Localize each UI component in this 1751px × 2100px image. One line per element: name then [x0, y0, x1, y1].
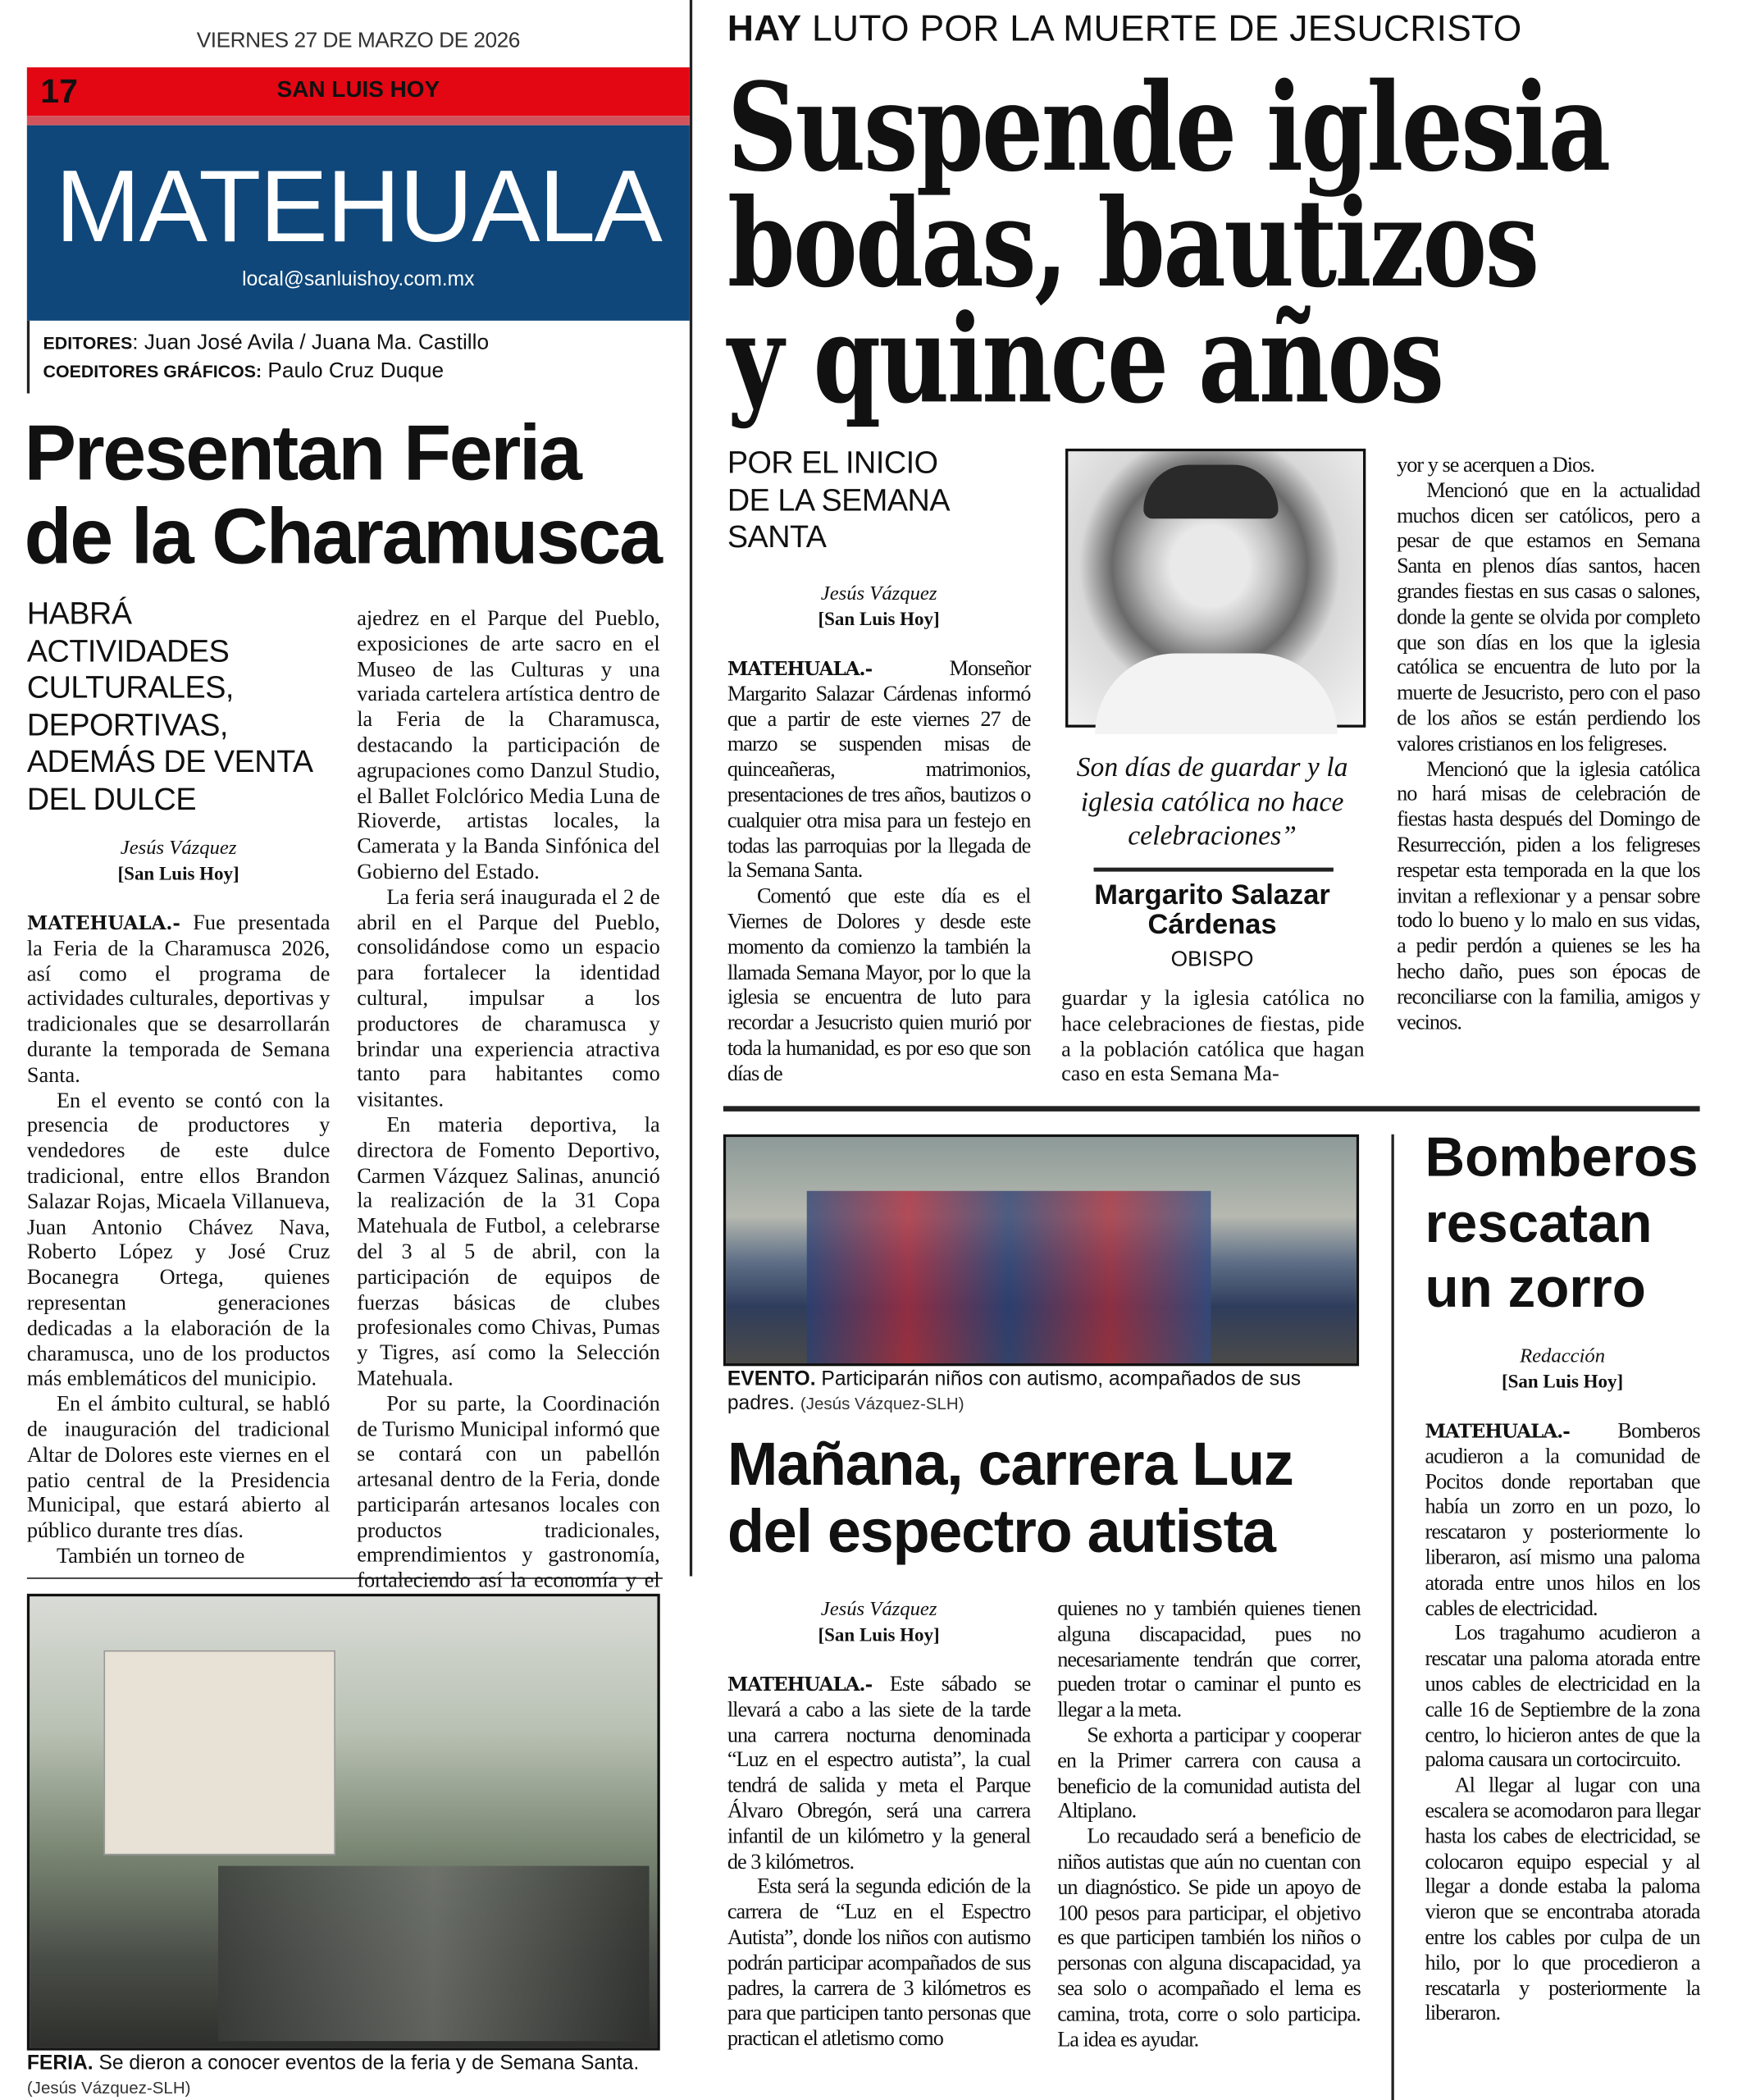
- feria-col-2: [357, 607, 660, 1593]
- deck-line: ACTIVIDADES: [26, 632, 230, 668]
- bishop-photo: [1065, 449, 1366, 728]
- headline-line: Suspende iglesia: [727, 56, 1609, 200]
- photo-audience: [218, 1866, 650, 2041]
- main-deck: [727, 445, 950, 555]
- pull-quote: Son días de guardar y la iglesia católica no hace celebraciones”: [1076, 753, 1348, 851]
- dateline: MATEHUALA.-: [1425, 1421, 1570, 1443]
- caption-text: Se dieron a conocer eventos de la feria y de Semana Santa.: [98, 2052, 640, 2075]
- outlet: [San Luis Hoy]: [818, 1626, 940, 1646]
- deck-line: ADEMÁS DE VENTA: [26, 743, 313, 779]
- author: Jesús Vázquez: [820, 583, 937, 605]
- deck-line: SANTA: [727, 518, 827, 554]
- headline-line: Presentan Feria: [24, 409, 581, 498]
- quote-name: Margarito Salazar Cárdenas: [1094, 879, 1330, 941]
- deck-line: DEPORTIVAS,: [26, 706, 228, 742]
- deck-line: DEL DULCE: [26, 780, 197, 816]
- feria-photo: [27, 1594, 660, 2051]
- paragraph: Al llegar al lugar con una escalera se acomodaron para llegar hasta los cabes de electricidad, se colocaron equipo especial y al llegar a donde estaba la paloma vieron que se encontraba atorada entre los cables por culpa de un hilo, por lo que procedieron a rescatarla y posteriormente la liberaron.: [1425, 1774, 1700, 2025]
- carrera-col-1: [727, 1673, 1031, 2100]
- photo-shoulders: [1095, 654, 1338, 735]
- quote-rule: [1094, 868, 1334, 872]
- editors-line: EDITORES: Juan José Avila / Juana Ma. Castillo: [43, 331, 490, 354]
- coeditors-line: [43, 359, 445, 384]
- paragraph: Mencionó que la iglesia católica no hará misas de celebración de fiestas hasta después del Domingo de Resurrección, piden a los feligreses respetar esta temporada en la que los invitan a reflexionar y a pensar sobre todo lo bueno y lo malo en sus vidas, a pedir perdón a quienes se les ha hecho daño, pues son épocas de reconciliarse con la familia, amigos y vecinos.: [1397, 757, 1700, 1034]
- paragraph: Bomberos acudieron a la comunidad de Pocitos donde reportaban que había un zorro en un pozo, lo rescataron y posteriormente lo liberaron, así mismo una paloma atorada entre unos hilos en los cables de electricidad.: [1425, 1419, 1700, 1620]
- caption-text: Participarán niños con autismo, acompañados de sus padres.: [727, 1367, 1302, 1415]
- carrera-byline: [727, 1598, 1031, 1649]
- kicker-text: LUTO POR LA MUERTE DE JESUCRISTO: [812, 7, 1522, 49]
- dateline: MATEHUALA.-: [727, 659, 873, 681]
- section-email[interactable]: local@sanluishoy.com.mx: [242, 267, 475, 291]
- headline-line: del espectro autista: [727, 1496, 1275, 1566]
- event-photo: [723, 1134, 1359, 1366]
- feria-deck: [27, 596, 337, 818]
- dateline: MATEHUALA.-: [727, 1674, 873, 1696]
- paragraph: ajedrez en el Parque del Pueblo, exposiciones de arte sacro en el Museo de las Culturas y una variada cartelera artística dentro de la Feria de la Charamusca, destacando la participación de agrupaciones como Danzul Studio, el Ballet Folclórico Media Luna de Rioverde, artistas locales, la Camerata y la Banda Sinfónica del Gobierno del Estado.: [357, 607, 660, 884]
- photo-hair: [1143, 465, 1278, 519]
- paragraph: Mencionó que en la actualidad muchos dicen ser católicos, pero a pesar de que estamos en Semana Santa en plenos días santos, hacen grandes fiestas en sus casas o salones, donde la gente se olvida por completo que son días en los que la iglesia católica se encuentra de luto por la muerte de Jesucristo, pero con el paso de los años se están perdiendo los valores cristianos en los feligreses.: [1397, 479, 1700, 756]
- headline-line: bodas, bautizos: [727, 172, 1538, 316]
- headline-line: rescatan: [1425, 1191, 1653, 1254]
- paragraph: Fue presentada la Feria de la Charamusca 2026, así como el programa de actividades culturales, deportivas y tradicionales que se desarrollarán durante la temporada de Semana Santa.: [26, 911, 331, 1087]
- paper-name: SAN LUIS HOY: [276, 76, 440, 103]
- main-byline: [727, 582, 1031, 632]
- author: Jesús Vázquez: [820, 1599, 937, 1621]
- paragraph: En el evento se contó con la presencia de productores y vendedores de este dulce tradicional, entre ellos Brandon Salazar Rojas, Micaela Villanueva, Juan Antonio Chávez Nava, Roberto López y José Cruz Bocanegra Ortega, quienes representan generaciones dedicadas a la elaboración de la charamusca, uno de los productos más emblemáticos del municipio.: [26, 1089, 331, 1391]
- paragraph: quienes no y también quienes tienen alguna discapacidad, pues no necesariamente tendrán que correr, pueden trotar o caminar el punto es llegar a la meta.: [1057, 1597, 1361, 1723]
- paragraph: Monseñor Margarito Salazar Cárdenas informó que a partir de este viernes 27 de marzo se suspenden misas de quinceañeras, matrimonios, presentaciones de tres años, bautizos o cualquier otra misa para un festejo en todas las parroquias por la llegada de la Semana Santa.: [727, 657, 1031, 883]
- carrera-col-2: [1057, 1598, 1361, 2100]
- main-kicker: [727, 8, 1522, 50]
- author: Redacción: [1520, 1345, 1606, 1367]
- main-col-2: [1061, 988, 1365, 1093]
- dateline: MATEHUALA.-: [26, 913, 180, 935]
- headline-line: de la Charamusca: [24, 493, 661, 581]
- author: Jesús Vázquez: [120, 838, 237, 860]
- deck-line: CULTURALES,: [26, 669, 234, 705]
- paragraph: Lo recaudado será a beneficio de niños autistas que aún no cuentan con un diagnóstico. Se pide un apoyo de 100 pesos para participar, el objetivo es que participen también los niños o personas con alguna discapacidad, ya sea solo o acompañado el lema es camina, trota, corre o solo participa. La idea es ayudar.: [1057, 1825, 1361, 2052]
- paragraph: Esta será la segunda edición de la carrera de “Luz en el Espectro Autista”, donde los niños con autismo podrán participar acompañados de sus padres, la carrera de 3 kilómetros es para que participen tanto personas que practican el atletismo como: [727, 1875, 1031, 2051]
- red-strip: [27, 116, 690, 125]
- paragraph: Se exhorta a participar y cooperar en la Primer carrera con causa a beneficio de la comunidad autista del Altiplano.: [1057, 1724, 1361, 1824]
- caption-label: EVENTO.: [727, 1367, 816, 1390]
- bomberos-byline: [1425, 1344, 1700, 1395]
- bomberos-headline: [1425, 1125, 1708, 1321]
- paragraph: En el ámbito cultural, se habló de inauguración del tradicional Altar de Dolores este viernes en el patio central de la Presidencia Municipal, que estará abierto al público durante tres días.: [26, 1393, 331, 1543]
- paragraph: La feria será inaugurada el 2 de abril en el Parque del Pueblo, consolidándose como un espacio para fortalecer la identidad cultural, impulsar a los productores de charamusca y brindar una experiencia atractiva tanto para habitantes como visitantes.: [357, 886, 660, 1112]
- outlet: [San Luis Hoy]: [1501, 1372, 1624, 1394]
- paragraph: También un torneo de: [56, 1545, 245, 1568]
- deck-line: HABRÁ: [26, 595, 132, 631]
- paragraph: En materia deportiva, la directora de Fomento Deportivo, Carmen Vázquez Salinas, anunció la realización de la 31 Copa Matehuala de Futbol, a celebrarse del 3 al 5 de abril, con la participación de equipos de fuerzas básicas de clubes profesionales como Chivas, Pumas y Tigres, así como la Selección Matehuala.: [357, 1114, 660, 1390]
- issue-date: VIERNES 27 DE MARZO DE 2026: [196, 30, 520, 53]
- bomberos-divider: [1391, 1134, 1393, 2100]
- section-title: MATEHUALA: [55, 149, 662, 264]
- headline-line: y quince años: [727, 288, 1443, 431]
- editors-names: Juan José Avila / Juana Ma. Castillo: [144, 331, 490, 354]
- caption-credit: (Jesús Vázquez-SLH): [26, 2079, 191, 2098]
- feria-caption: [27, 2052, 673, 2100]
- photo-runners: [807, 1191, 1211, 1363]
- deck-line: POR EL INICIO: [727, 444, 938, 480]
- headline-line: Bomberos: [1425, 1125, 1699, 1189]
- outlet: [San Luis Hoy]: [818, 609, 940, 631]
- paragraph: Por su parte, la Coordinación de Turismo Municipal informó que se contará con un pabellón artesanal dentro de la Feria, donde participarán artesanos locales con productos tradicionales, emprendimientos y gastronomía, fortaleciendo así la economía y el: [357, 1392, 660, 1593]
- bomberos-body: [1425, 1420, 1700, 2100]
- page-number: 17: [40, 72, 78, 111]
- paragraph: guardar y la iglesia católica no hace celebraciones de fiestas, pide a la población católica que hagan caso en esta Semana Ma-: [1061, 987, 1365, 1087]
- editors-label: EDITORES: [43, 332, 133, 354]
- paragraph: Los tragahumo acudieron a rescatar una paloma atorada entre unos cables de electricidad en la calle 16 de Septiembre de la zona centro, lo hicieron antes de que la paloma causara un cortocircuito.: [1425, 1622, 1700, 1773]
- paragraph: Este sábado se llevará a cabo a las siete de la tarde una carrera nocturna denominada “Luz en el espectro autista”, la cual tendrá de salida y meta el Parque Álvaro Obregón, será una carrera infantil de un kilómetro y la general de 3 kilómetros.: [727, 1673, 1031, 1874]
- semana-santa-poster: [103, 1650, 335, 1856]
- kicker-bold: HAY: [727, 7, 802, 49]
- section-divider: [723, 1106, 1700, 1112]
- main-col-3: [1397, 454, 1700, 1092]
- quote-role: OBISPO: [1170, 948, 1254, 972]
- deck-line: DE LA SEMANA: [727, 482, 951, 517]
- caption-label: FERIA.: [26, 2052, 93, 2075]
- coeditors-label: COEDITORES GRÁFICOS:: [43, 361, 262, 381]
- headline-line: un zorro: [1425, 1257, 1646, 1319]
- feria-col-1: [27, 912, 331, 1575]
- column-divider: [690, 0, 692, 1576]
- event-caption: [727, 1367, 1361, 1416]
- paragraph: Comentó que este día es el Viernes de Dolores y desde este momento da comienzo la también la llamada Semana Mayor, por lo que la iglesia se encuentra de luto para recordar a Jesucristo quien murió por toda la humanidad, es por eso que son días de: [727, 885, 1031, 1086]
- feria-byline: [27, 837, 331, 888]
- feria-headline: [24, 409, 698, 581]
- caption-credit: (Jesús Vázquez-SLH): [800, 1394, 964, 1413]
- header-border-left: [27, 321, 30, 394]
- paragraph: yor y se acerquen a Dios.: [1397, 454, 1595, 477]
- main-col-1: [727, 657, 1031, 1091]
- carrera-headline: [727, 1431, 1374, 1565]
- coeditors-names: Paulo Cruz Duque: [267, 359, 445, 383]
- outlet: [San Luis Hoy]: [117, 865, 239, 885]
- main-headline: [727, 56, 1697, 431]
- headline-line: Mañana, carrera Luz: [727, 1429, 1293, 1499]
